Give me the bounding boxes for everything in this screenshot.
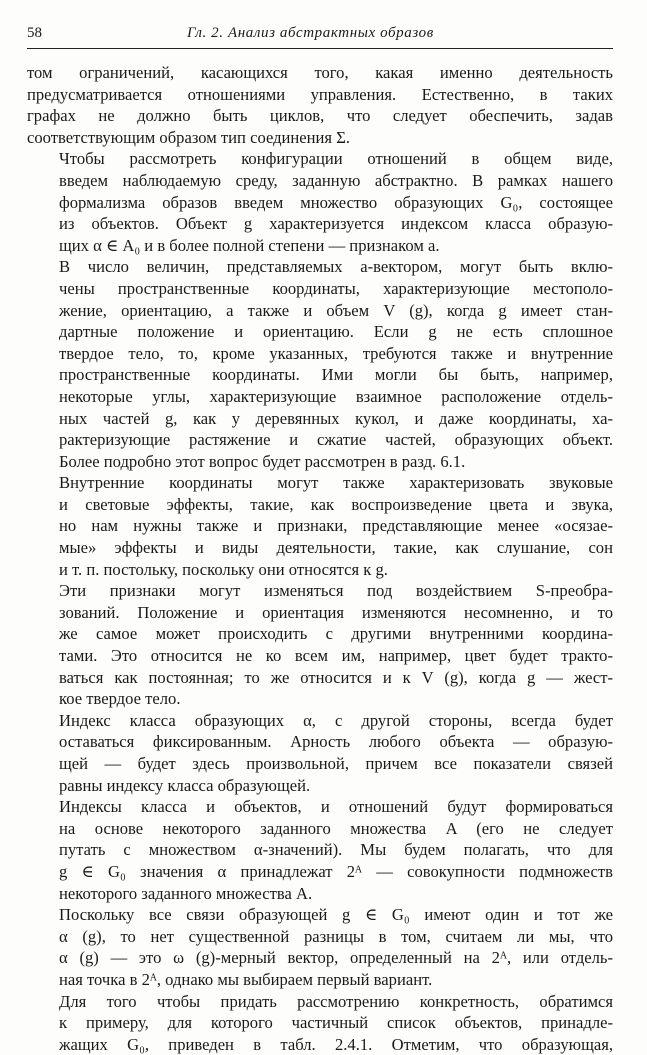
text-line: формализма образов введем множество образующих G₀, состоящее <box>59 192 613 212</box>
text-line: из объектов. Объект g характеризуется индексом класса образую- <box>59 214 613 234</box>
text-line: В число величин, представляемых a-вектором, могут быть вклю- <box>59 257 613 277</box>
text-line: некоторые углы, характеризующие взаимное расположение отдель- <box>59 386 613 406</box>
text-line: твердое тело, то, кроме указанных, требуются также и внутренние <box>59 343 613 363</box>
paragraph <box>27 904 613 990</box>
text-line: чены пространственные координаты, характеризующие местополо- <box>59 278 613 298</box>
text-line: к примеру, для которого частичный список объектов, принадле- <box>59 1013 613 1033</box>
text-line: том ограничений, касающихся того, какая именно деятельность <box>27 63 613 82</box>
text-line: Индекс класса образующих α, с другой стороны, всегда будет <box>59 710 613 730</box>
text-line: зований. Положение и ориентация изменяются несомненно, и то <box>59 602 613 622</box>
paragraph <box>27 710 613 796</box>
text-line: Внутренние координаты могут также характеризовать звуковые <box>59 473 613 493</box>
paragraph <box>27 256 613 472</box>
page-number: 58 <box>27 25 42 41</box>
text-line: жение, ориентацию, а также и объем V (g), когда g имеет стан- <box>59 300 613 320</box>
text-line: рактеризующие растяжение и сжатие частей, образующих объект. <box>59 430 613 450</box>
running-title: Гл. 2. Анализ абстрактных образов <box>187 25 434 41</box>
text-line: α (g) — это ω (g)-мерный вектор, определенный на 2ᴬ, или отдель- <box>59 948 613 968</box>
text-line: жащих G₀, приведен в табл. 2.4.1. Отметим, что образующая, <box>59 1034 613 1054</box>
text-line: кое твердое тело. <box>59 689 181 709</box>
text-line: предусматривается отношениями управления. Естественно, в таких <box>27 84 613 104</box>
text-line: оставаться фиксированным. Арность любого объекта — образую- <box>59 732 613 752</box>
text-line: но нам нужны также и признаки, представляющие менее «осязае- <box>59 516 613 536</box>
text-line: введем наблюдаемую среду, заданную абстрактно. В рамках нашего <box>59 170 613 190</box>
paragraph <box>27 796 613 904</box>
text-line: и т. п. постольку, поскольку они относятся к g. <box>59 559 388 579</box>
text-line: ваться как постоянная; то же относится и к V (g), когда g — жест- <box>59 667 613 687</box>
text-line: на основе некоторого заданного множества A (его не следует <box>59 818 613 838</box>
text-line: g ∈ G₀ значения α принадлежат 2ᴬ — совокупности подмножеств <box>59 861 613 881</box>
text-line: ных частей g, как у деревянных кукол, и даже координаты, ха- <box>59 408 613 428</box>
text-line: соответствующим образом тип соединения Σ. <box>27 127 351 147</box>
paragraph <box>27 580 613 710</box>
text-line: Поскольку все связи образующей g ∈ G₀ имеют один и тот же <box>59 905 613 925</box>
text-line: Индексы класса и объектов, и отношений будут формироваться <box>59 797 613 817</box>
text-line: некоторого заданного множества A. <box>59 883 313 903</box>
body-text <box>27 62 613 1055</box>
text-line: ная точка в 2ᴬ, однако мы выбираем первый вариант. <box>59 969 433 989</box>
text-line: Эти признаки могут изменяться под воздействием S-преобра- <box>59 581 613 601</box>
text-line: путать с множеством α-значений). Мы будем полагать, что для <box>59 840 613 860</box>
text-line: же самое может происходить с другими внутренними координа- <box>59 624 613 644</box>
paragraph <box>27 148 613 256</box>
text-line: равны индексу класса образующей. <box>59 775 311 795</box>
text-line: дартные положение и ориентацию. Если g не есть сплошное <box>59 322 613 342</box>
text-line: щих α ∈ A₀ и в более полной степени — признаком a. <box>59 235 440 255</box>
text-line: щей — будет здесь произвольной, причем все показатели связей <box>59 754 613 773</box>
text-line: графах не должно быть циклов, что следует обеспечить, задав <box>27 106 613 126</box>
text-line: мые» эффекты и виды деятельности, такие, как слушание, сон <box>59 538 613 558</box>
text-line: α (g), то нет существенной разницы в том, считаем ли мы, что <box>59 926 613 946</box>
text-line: тами. Это относится не ко всем им, например, цвет будет тракто- <box>59 646 613 666</box>
paragraph <box>27 472 613 580</box>
text-line: пространственные координаты. Ими могли бы быть, например, <box>59 365 613 385</box>
paragraph <box>27 62 613 148</box>
page-header <box>27 22 613 49</box>
text-line: Более подробно этот вопрос будет рассмотрен в разд. 6.1. <box>59 451 466 471</box>
text-line: Для того чтобы придать рассмотрению конкретность, обратимся <box>59 991 613 1011</box>
text-line: Чтобы рассмотреть конфигурации отношений в общем виде, <box>59 149 613 169</box>
text-line: и световые эффекты, такие, как воспроизведение цвета и звука, <box>59 494 613 514</box>
paragraph <box>27 991 613 1055</box>
